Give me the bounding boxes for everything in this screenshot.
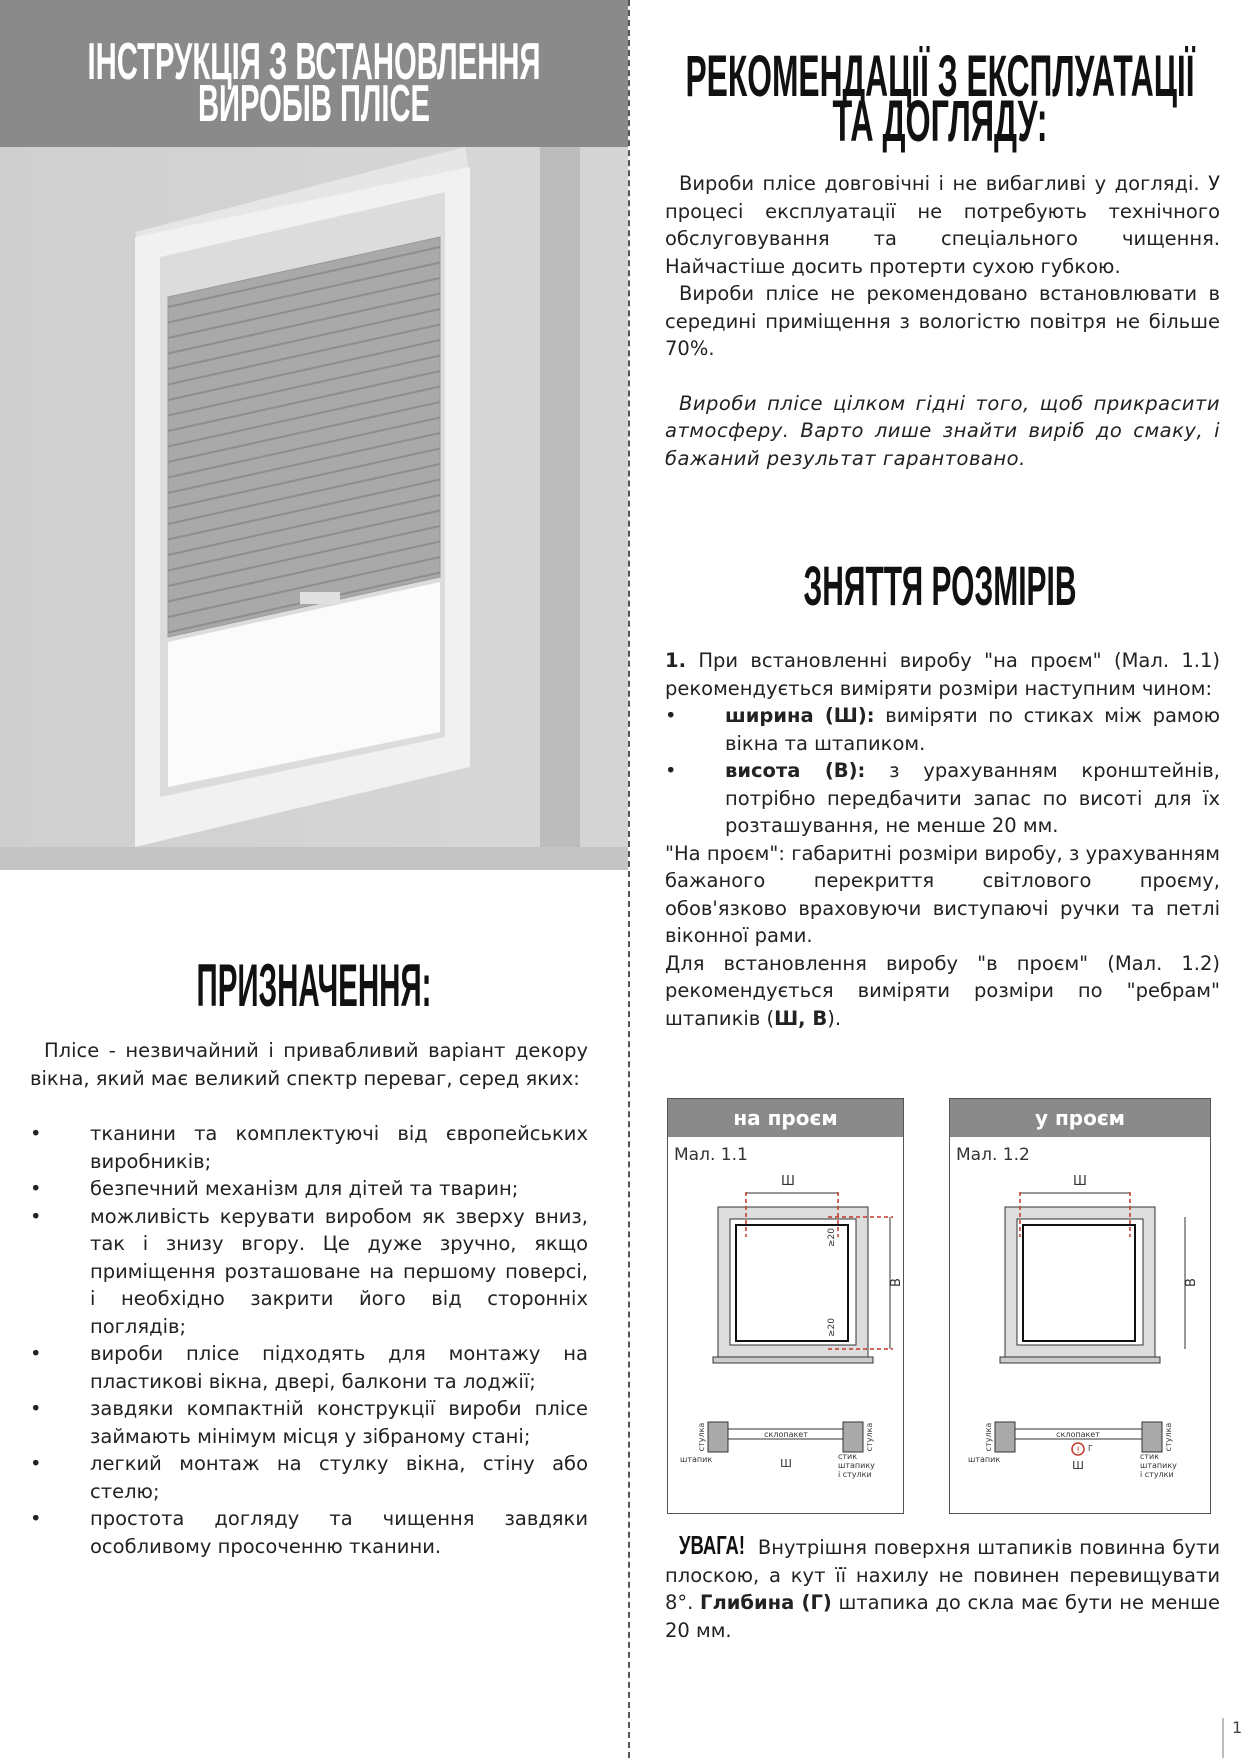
diagram-caption: Мал. 1.2 (956, 1145, 1030, 1165)
diagram-on-opening (667, 1098, 904, 1514)
list-item: • ширина (Ш): виміряти по стиках між рамою вікна та штапиком. (665, 702, 1220, 757)
measure-heading (640, 555, 1240, 615)
window-measure-drawing (668, 1137, 903, 1507)
care-paragraph-2: Вироби плісе не рекомендовано встановлювати в середині приміщення з вологістю повітря не більше 70%. (665, 282, 1220, 360)
svg-text:стик: стик (1140, 1452, 1160, 1461)
svg-text:!: ! (1076, 1446, 1080, 1456)
measure-section (665, 647, 1220, 1032)
list-item: • висота (В): з урахуванням кронштейнів, потрібно передбачити запас по висоті для їх розташування, не менше 20 мм. (665, 757, 1220, 840)
list-item: • завдяки компактній конструкції вироби плісе займають мінімум місця у зібраному стані; (30, 1395, 588, 1450)
care-paragraph-1: Вироби плісе довговічні і не вибагливі у догляді. У процесі експлуатації не потребують технічного обслуговування та спеціального чищення. Найчастіше досить протерти сухою губкою. (665, 172, 1220, 278)
sash-label: стулка (984, 1422, 993, 1452)
purpose-intro: Плісе - незвичайний і привабливий варіант декору вікна, який має великий спектр переваг, серед яких: (30, 1039, 588, 1090)
svg-text:Ш: Ш (1072, 1459, 1084, 1472)
svg-text:штапик: штапик (680, 1455, 713, 1464)
care-section (665, 170, 1220, 472)
svg-text:Ш: Ш (781, 1174, 795, 1189)
list-item: • безпечний механізм для дітей та тварин; (30, 1175, 588, 1203)
list-item: • можливість керувати виробом як зверху вниз, так і знизу вгору. Це дуже зручно, якщо приміщення розташоване на першому поверсі, і необхідно закрити його від сторонніх поглядів; (30, 1203, 588, 1341)
list-item: • тканини та комплектуючі від європейських виробників; (30, 1120, 588, 1175)
warning-label (679, 1530, 747, 1560)
svg-text:В: В (1184, 1278, 1199, 1287)
sash-label: стулка (1164, 1422, 1173, 1452)
svg-text:ТА ДОГЛЯДУ:: ТА ДОГЛЯДУ: (832, 89, 1048, 154)
care-paragraph-3: Вироби плісе цілком гідні того, щоб прикрасити атмосферу. Варто лише знайти виріб до смаку, і бажаний результат гарантовано. (665, 391, 1220, 470)
advantages-list (30, 1120, 588, 1560)
measure-paragraph-2: "На проєм": габаритні розміри виробу, з урахуванням бажаного перекриття світлового проєму, обов'язково враховуючи виступаючі ручки та петлі віконної рами. (665, 841, 1220, 947)
svg-text:штапику: штапику (1140, 1461, 1177, 1470)
svg-text:склопакет: склопакет (764, 1430, 808, 1439)
svg-text:і стулки: і стулки (1140, 1470, 1174, 1479)
svg-text:≥20: ≥20 (827, 1228, 837, 1247)
measure-paragraph-3: Для встановлення виробу "в проєм" (Мал. 1.2) рекомендується виміряти розміри по "ребрам" штапиків (Ш, В). (665, 951, 1220, 1030)
svg-text:склопакет: склопакет (1056, 1430, 1100, 1439)
care-heading (640, 40, 1240, 154)
purpose-heading (0, 950, 628, 1019)
diagram-title: у проєм (950, 1099, 1210, 1137)
svg-text:стик: стик (838, 1452, 858, 1461)
title-banner (0, 0, 628, 147)
svg-text:штапик: штапик (968, 1455, 1001, 1464)
svg-text:Ш: Ш (780, 1457, 792, 1470)
list-item: • легкий монтаж на стулку вікна, стіну або стелю; (30, 1450, 588, 1505)
column-divider (628, 0, 630, 1758)
svg-text:РЕКОМЕНДАЦІЇ З ЕКСПЛУАТАЦІЇ: РЕКОМЕНДАЦІЇ З ЕКСПЛУАТАЦІЇ (685, 44, 1196, 109)
svg-text:ПРИЗНАЧЕННЯ:: ПРИЗНАЧЕННЯ: (196, 952, 432, 1019)
svg-text:штапику: штапику (838, 1461, 875, 1470)
window-pleated-blind-photo (0, 147, 628, 870)
svg-text:≥20: ≥20 (827, 1318, 837, 1337)
svg-text:ЗНЯТТЯ РОЗМІРІВ: ЗНЯТТЯ РОЗМІРІВ (803, 554, 1077, 617)
step-number: 1. (665, 649, 686, 672)
doc-title (0, 0, 628, 147)
purpose-section (30, 1037, 588, 1560)
page-number: 1 (1222, 1718, 1242, 1758)
list-item: • вироби плісе підходять для монтажу на пластикові вікна, двері, балкони та лоджії; (30, 1340, 588, 1395)
svg-text:В: В (889, 1278, 904, 1287)
diagram-caption: Мал. 1.1 (674, 1145, 748, 1165)
svg-text:УВАГА!: УВАГА! (679, 1530, 745, 1560)
measure-intro: При встановленні виробу "на проєм" (Мал. 1.1) рекомендується виміряти розміри наступним чином: (665, 649, 1220, 700)
list-item: • простота догляду та чищення завдяки особливому просоченню тканини. (30, 1505, 588, 1560)
sash-label: стулка (697, 1422, 706, 1452)
doc-title-line2: ВИРОБІВ ПЛІСЕ (198, 75, 430, 133)
measure-list (665, 702, 1220, 840)
svg-text:Ш: Ш (1073, 1174, 1087, 1189)
svg-text:і стулки: і стулки (838, 1470, 872, 1479)
svg-text:Г: Г (1088, 1444, 1093, 1453)
warning-note: УВАГА! Внутрішня поверхня штапиків повинна бути плоскою, а кут її нахилу не повинен перевищувати 8°. Глибина (Г) штапика до скла має бути не менше 20 мм. (665, 1530, 1220, 1642)
sash-label: стулка (865, 1422, 874, 1452)
diagram-in-opening (949, 1098, 1211, 1514)
window-measure-drawing (950, 1137, 1209, 1507)
doc-title-line1: ІНСТРУКЦІЯ З ВСТАНОВЛЕННЯ (87, 33, 541, 91)
diagram-title: на проєм (668, 1099, 903, 1137)
